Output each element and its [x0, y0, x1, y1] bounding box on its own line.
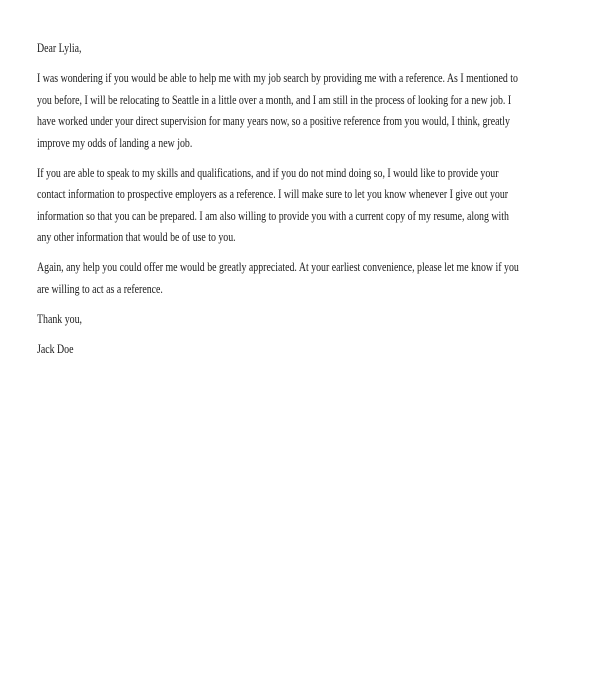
salutation-text: Dear Lylia, [37, 40, 82, 55]
letter-line: If you are able to speak to my skills and qualifications, and if you do not mind doing so, I would like to provide your [37, 164, 499, 180]
salutation [37, 37, 607, 59]
letter-line: have worked under your direct supervision for many years now, so a positive reference from you would, I think, greatly [37, 113, 510, 128]
signature [37, 338, 607, 360]
letter-line: you before, I will be relocating to Seattle in a little over a month, and I am still in the process of looking for a new job. I [37, 91, 512, 107]
closing-text: Thank you, [37, 310, 83, 326]
paragraph-2 [37, 162, 607, 248]
signature-text: Jack Doe [37, 340, 74, 356]
letter-line: Again, any help you could offer me would be greatly appreciated. At your earliest convenience, please let me know if you [37, 259, 519, 274]
letter-line: any other information that would be of use to you. [37, 229, 236, 244]
letter-line: contact information to prospective employers as a reference. I will make sure to let you know whenever I give out your [37, 186, 509, 201]
paragraph-3 [37, 256, 607, 299]
letter-line: improve my odds of landing a new job. [37, 134, 193, 150]
letter-line: are willing to act as a reference. [37, 280, 163, 296]
letter-body [37, 37, 607, 359]
letter-line: I was wondering if you would be able to help me with my job search by providing me with a reference. As I mentioned to [37, 70, 518, 85]
paragraph-1 [37, 67, 607, 153]
letter-line: information so that you can be prepared. I am also willing to provide you with a current copy of my resume, along with [37, 207, 509, 223]
closing [37, 308, 607, 330]
